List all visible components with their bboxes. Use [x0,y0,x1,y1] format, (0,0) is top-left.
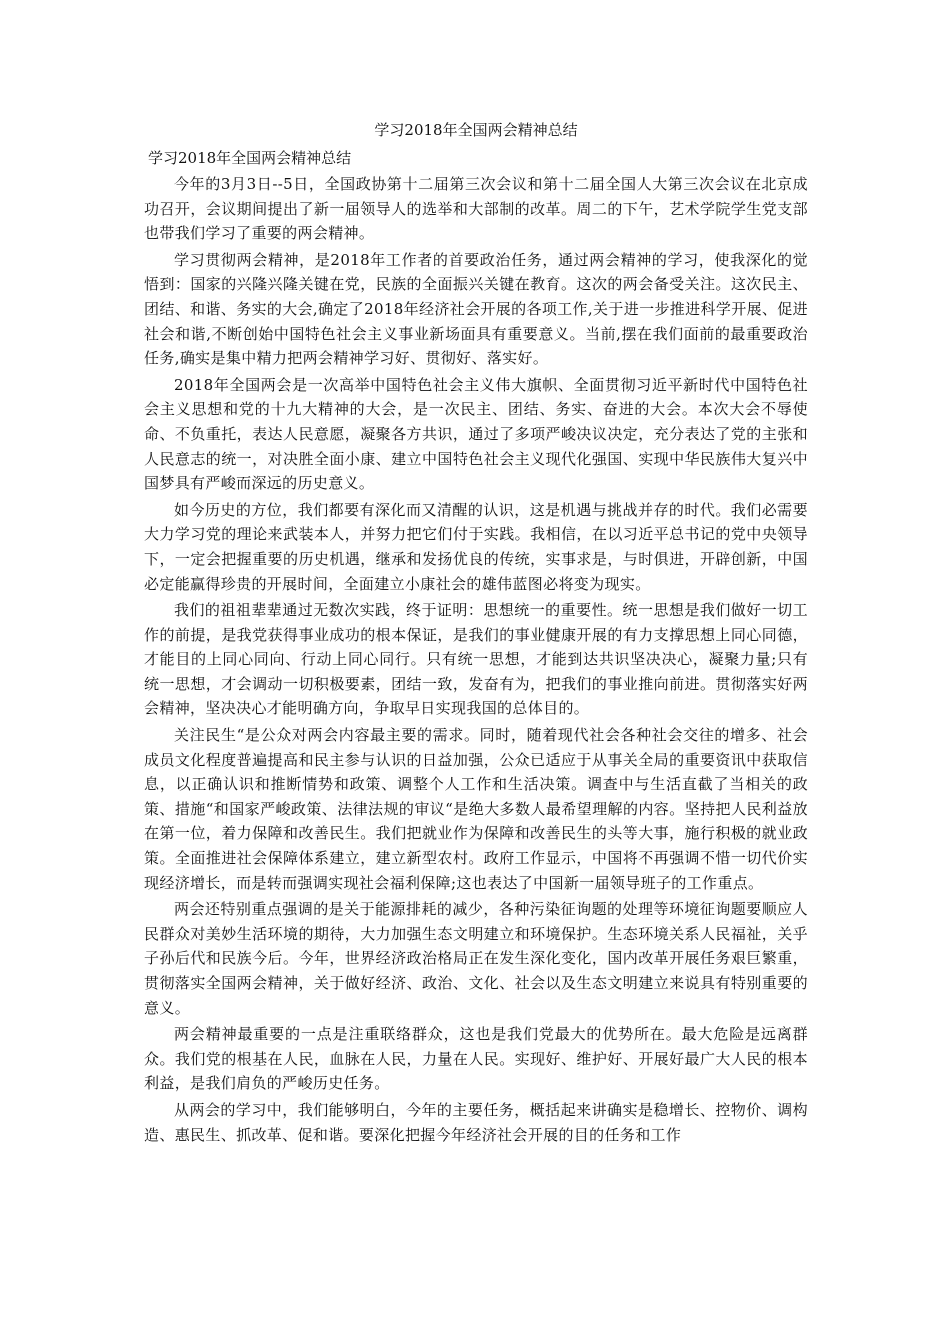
paragraph-1: 今年的3月3日--5日，全国政协第十二届第三次会议和第十二届全国人大第三次会议在北京成功召开，会议期间提出了新一届领导人的选举和大部制的改革。周二的下午，艺术学院学生党支部也带我们学习了重要的两会精神。 [144,175,808,243]
document-page [144,118,808,1149]
paragraph-7: 两会还特别重点强调的是关于能源排耗的减少，各种污染征询题的处理等环境征询题要顺应人民群众对美妙生活环境的期待，大力加强生态文明建立和环境保护。生态环境关系人民福祉，关乎子孙后代和民族今后。今年，世界经济政治格局正在发生深化变化，国内改革开展任务艰巨繁重，贯彻落实全国两会精神，关于做好经济、政治、文化、社会以及生态文明建立来说具有特别重要的意义。 [144,900,808,1017]
paragraph-5: 我们的祖祖辈辈通过无数次实践，终于证明：思想统一的重要性。统一思想是我们做好一切工作的前提，是我党获得事业成功的根本保证，是我们的事业健康开展的有力支撑思想上同心同德，才能目的上同心同向、行动上同心同行。只有统一思想，才能到达共识坚决决心，凝聚力量;只有统一思想，才会调动一切积极要素，团结一致，发奋有为，把我们的事业推向前进。贯彻落实好两会精神，坚决决心才能明确方向，争取早日实现我国的总体目的。 [144,601,808,718]
document-subtitle: 学习2018年全国两会精神总结 [148,149,352,167]
paragraph-9: 从两会的学习中，我们能够明白，今年的主要任务，概括起来讲确实是稳增长、控物价、调构造、惠民生、抓改革、促和谐。要深化把握今年经济社会开展的目的任务和工作 [144,1100,808,1144]
paragraph-8: 两会精神最重要的一点是注重联络群众，这也是我们党最大的优势所在。最大危险是远离群众。我们党的根基在人民，血脉在人民，力量在人民。实现好、维护好、开展好最广大人民的根本利益，是我们肩负的严峻历史任务。 [144,1025,808,1093]
paragraph-4: 如今历史的方位，我们都要有深化而又清醒的认识，这是机遇与挑战并存的时代。我们必需要大力学习党的理论来武装本人，并努力把它们付于实践。我相信，在以习近平总书记的党中央领导下，一定会把握重要的历史机遇，继承和发扬优良的传统，实事求是，与时俱进，开辟创新，中国必定能赢得珍贵的开展时间，全面建立小康社会的雄伟蓝图必将变为现实。 [144,500,808,593]
paragraph-3: 2018年全国两会是一次高举中国特色社会主义伟大旗帜、全面贯彻习近平新时代中国特色社会主义思想和党的十九大精神的大会，是一次民主、团结、务实、奋进的大会。本次大会不辱使命、不负重托，表达人民意愿，凝聚各方共识，通过了多项严峻决议决定，充分表达了党的主张和人民意志的统一，对决胜全面小康、建立中国特色社会主义现代化强国、实现中华民族伟大复兴中国梦具有严峻而深远的历史意义。 [144,375,808,493]
paragraph-6: 关注民生“是公众对两会内容最主要的需求。同时，随着现代社会各种社会交往的增多、社会成员文化程度普遍提高和民主参与认识的日益加强，公众已适应于从事关全局的重要资讯中获取信息，以正确认识和推断情势和政策、调整个人工作和生活决策。调查中与生活直截了当相关的政策、措施“和国家严峻政策、法律法规的审议“是绝大多数人最希望理解的内容。坚持把人民利益放在第一位，着力保障和改善民生。我们把就业作为保障和改善民生的头等大事，施行积极的就业政策。全面推进社会保障体系建立，建立新型农村。政府工作显示，中国将不再强调不惜一切代价实现经济增长，而是转而强调实现社会福利保障;这也表达了中国新一届领导班子的工作重点。 [144,726,808,892]
paragraph-2: 学习贯彻两会精神，是2018年工作者的首要政治任务，通过两会精神的学习，使我深化的觉悟到：国家的兴隆兴隆关键在党，民族的全面振兴关键在教育。这次的两会备受关注。这次民主、团结、和谐、务实的大会,确定了2018年经济社会开展的各项工作,关于进一步推进科学开展、促进社会和谐,不断创始中国特色社会主义事业新场面具有重要意义。当前,摆在我们面前的最重要政治任务,确实是集中精力把两会精神学习好、贯彻好、落实好。 [144,250,808,368]
document-title: 学习2018年全国两会精神总结 [374,121,578,139]
